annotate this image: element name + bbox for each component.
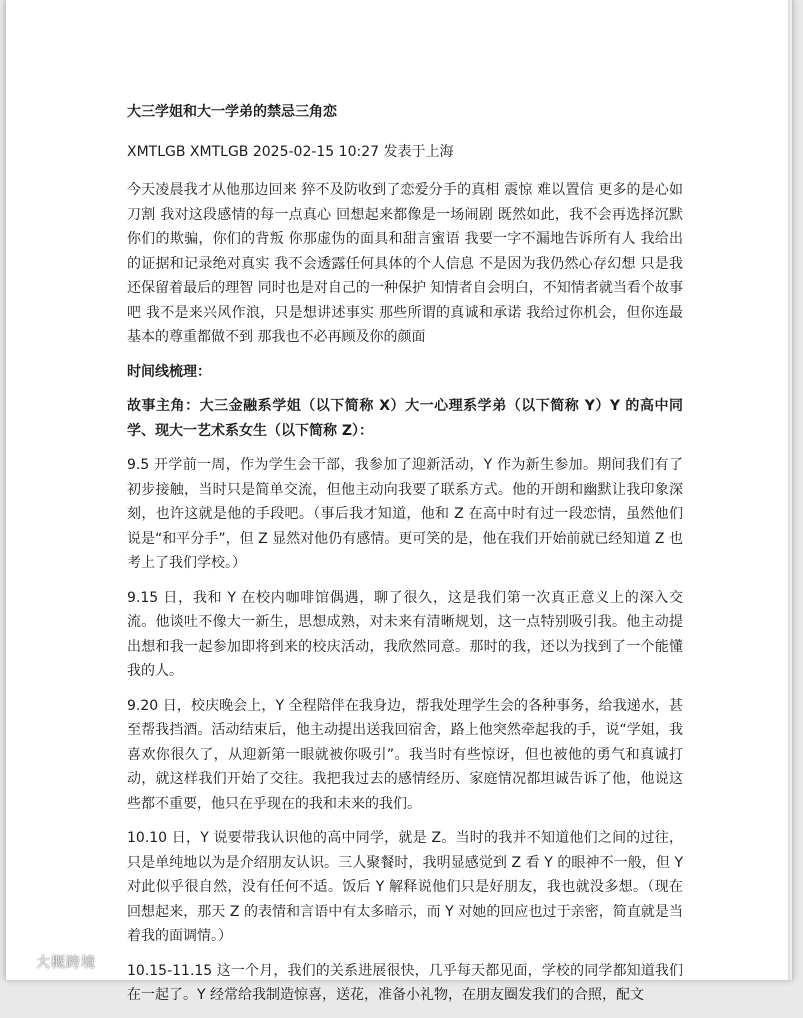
timeline-entry: 9.20 日，校庆晚会上，Y 全程陪伴在我身边，帮我处理学生会的各种事务，给我递水，甚至帮我挡酒。活动结束后，他主动提出送我回宿舍，路上他突然牵起我的手，说“学姐，我喜欢你很久了，从迎新第一眼就被你吸引”。我当时有些惊讶，但也被他的勇气和真诚打动，就这样我们开始了交往。我把我过去的感情经历、家庭情况都坦诚告诉了他，他说这些都不重要，他只在乎现在的我和未来的我们。 (127, 697, 683, 812)
weibo-icon (8, 952, 32, 972)
document-page (5, 0, 793, 1003)
timeline-entry: 9.5 开学前一周，作为学生会干部，我参加了迎新活动，Y 作为新生参加。期间我们有了初步接触，当时只是简单交流，但他主动向我要了联系方式。他的开朗和幽默让我印象深刻，也许这就是他的手段吧。（事后我才知道，他和 Z 在高中时有过一段恋情，虽然他们说是“和平分手”，但 Z 显然对他仍有感情。更可笑的是，他在我们开始前就已经知道 Z 也考上了我们学校。） (127, 457, 683, 571)
watermark (8, 952, 96, 972)
article-meta: XMTLGB XMTLGB 2025-02-15 10:27 发表于上海 (127, 144, 454, 160)
intro-paragraph: 今天凌晨我才从他那边回来 猝不及防收到了恋爱分手的真相 震惊 难以置信 更多的是心如刀割 我对这段感情的每一点真心 回想起来都像是一场闹剧 既然如此，我不会再选择沉默 你们的欺骗，你们的背叛 你那虚伪的面具和甜言蜜语 我要一字不漏地告诉所有人 我给出的证据和记录绝对真实 我不会透露任何具体的个人信息 不是因为我仍然心存幻想 只是我还保留着最后的理智 同时也是对自己的一种保护 知情者自会明白，不知情者就当看个故事吧 我不是来兴风作浪，只是想讲述事实 那些所谓的真诚和承诺 我给过你机会，但你连最基本的尊重都做不到 那我也不必再顾及你的颜面 (127, 182, 683, 345)
timeline-entry: 10.15-11.15 这一个月，我们的关系进展很快，几乎每天都见面，学校的同学都知道我们在一起了。Y 经常给我制造惊喜，送花，准备小礼物，在朋友圈发我们的合照，配文 (127, 962, 683, 1003)
article-body (127, 98, 683, 1018)
timeline-entry: 10.10 日，Y 说要带我认识他的高中同学，就是 Z。当时的我并不知道他们之间的过往，只是单纯地以为是介绍朋友认识。三人聚餐时，我明显感觉到 Z 看 Y 的眼神不一般，但 Y 对此似乎很自然，没有任何不适。饭后 Y 解释说他们只是好朋友，我也就没多想。（现在回想起来，那天 Z 的表情和言语中有太多暗示，而 Y 对她的回应也过于亲密，简直就是当着我的面调情。） (127, 830, 683, 944)
timeline-heading: 时间线梳理： (127, 363, 211, 380)
characters-heading: 故事主角：大三金融系学姐（以下简称 X）大一心理系学弟（以下简称 Y）Y 的高中同学、现大一艺术系女生（以下简称 Z）： (127, 398, 683, 439)
timeline-entry: 9.15 日，我和 Y 在校内咖啡馆偶遇，聊了很久，这是我们第一次真正意义上的深入交流。他谈吐不像大一新生，思想成熟，对未来有清晰规划，这一点特别吸引我。他主动提出想和我一起参加即将到来的校庆活动，我欣然同意。那时的我，还以为找到了一个能懂我的人。 (127, 589, 683, 679)
watermark-text: 大概跨境 (36, 955, 96, 971)
article-title: 大三学姐和大一学弟的禁忌三角恋 (127, 104, 337, 120)
